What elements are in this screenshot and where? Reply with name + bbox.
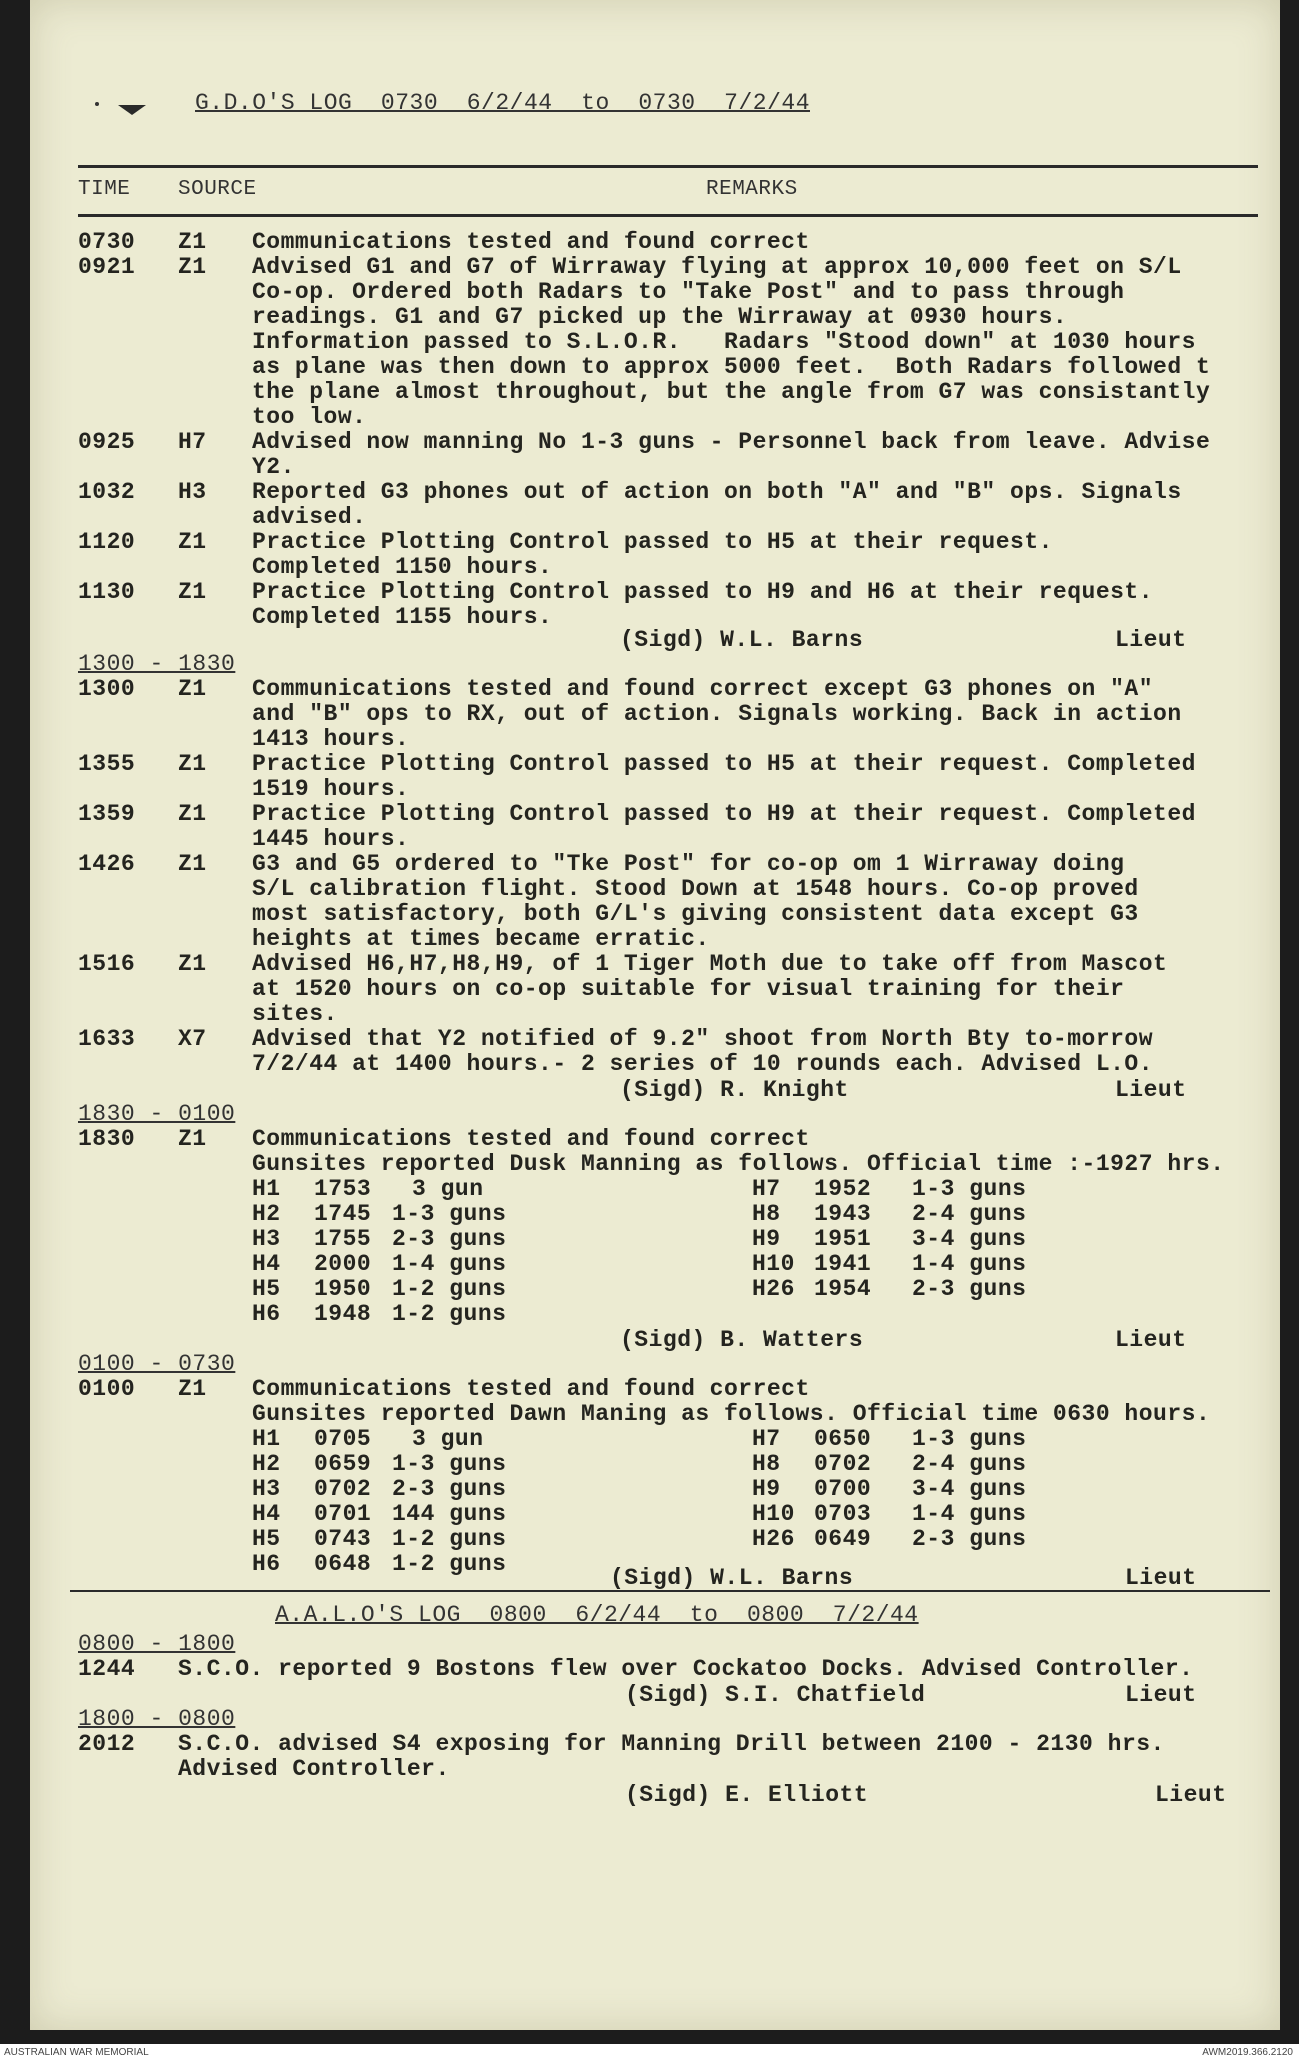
entry-source: Z1 [178, 951, 207, 977]
guns: 1-3 guns [912, 1426, 1027, 1452]
time: 1954 [814, 1276, 872, 1302]
time: 1753 [314, 1176, 372, 1202]
time: 0703 [814, 1501, 872, 1527]
entry-remarks: Advised now manning No 1-3 guns - Personnel back from leave. Advise Y2. [252, 429, 1211, 480]
guns: 3 gun [412, 1176, 484, 1202]
site: H26 [752, 1526, 795, 1552]
entry-time: 1300 [78, 676, 136, 702]
site: H8 [752, 1201, 781, 1227]
pen-mark [118, 105, 146, 115]
entry-remarks: Communications tested and found correct [252, 1126, 810, 1152]
entry-time: 1516 [78, 951, 136, 977]
guns: 2-3 guns [392, 1226, 507, 1252]
guns: 1-4 guns [912, 1251, 1027, 1277]
entry-remarks: Gunsites reported Dawn Maning as follows. Official time 0630 hours. [252, 1401, 1211, 1427]
entry-time: 1355 [78, 751, 136, 777]
site: H1 [252, 1426, 281, 1452]
entry-remarks: Communications tested and found correct [252, 1376, 810, 1402]
time: 1755 [314, 1226, 372, 1252]
time: 0702 [314, 1476, 372, 1502]
guns: 2-3 guns [912, 1526, 1027, 1552]
guns: 1-2 guns [392, 1301, 507, 1327]
guns: 1-3 guns [392, 1201, 507, 1227]
entry-remarks: Practice Plotting Control passed to H9 and H6 at their request. Completed 1155 hours. [252, 579, 1154, 630]
entry-time: 1032 [78, 479, 136, 505]
entry-source: Z1 [178, 579, 207, 605]
section-divider [70, 1590, 1270, 1592]
entry-time: 1359 [78, 801, 136, 827]
entry-time: 1830 [78, 1126, 136, 1152]
entry-source: H7 [178, 429, 207, 455]
time: 0648 [314, 1551, 372, 1577]
rank-a: Lieut [1115, 627, 1187, 653]
entry-time: 1633 [78, 1026, 136, 1052]
time: 0702 [814, 1451, 872, 1477]
entry-remarks: Practice Plotting Control passed to H5 at their request. Completed 1519 hours. [252, 751, 1196, 802]
signature-c: (Sigd) B. Watters [620, 1327, 864, 1353]
site: H9 [752, 1226, 781, 1252]
entry-source: Z1 [178, 529, 207, 555]
col-remarks: REMARKS [706, 178, 798, 201]
site: H1 [252, 1176, 281, 1202]
entry-remarks: Advised that Y2 notified of 9.2" shoot from North Bty to-morrow 7/2/44 at 1400 hours.- 2 series of 10 rounds each. Advised L.O. [252, 1026, 1154, 1077]
entry-remarks: Gunsites reported Dusk Manning as follows. Official time :-1927 hrs. [252, 1151, 1225, 1177]
rank-e: Lieut [1125, 1682, 1197, 1708]
guns: 3-4 guns [912, 1476, 1027, 1502]
site: H4 [252, 1251, 281, 1277]
time: 2000 [314, 1251, 372, 1277]
entry-remarks: Communications tested and found correct [252, 229, 810, 255]
time: 1952 [814, 1176, 872, 1202]
site: H10 [752, 1501, 795, 1527]
site: H4 [252, 1501, 281, 1527]
guns: 3 gun [412, 1426, 484, 1452]
site: H9 [752, 1476, 781, 1502]
archive-reference: AWM2019.366.2120 [1202, 2047, 1293, 2058]
time: 0659 [314, 1451, 372, 1477]
header-rule-bottom [78, 214, 1258, 217]
site: H2 [252, 1451, 281, 1477]
entry-remarks: S.C.O. reported 9 Bostons flew over Cockatoo Docks. Advised Controller. [178, 1656, 1194, 1682]
header-rule-top [78, 165, 1258, 168]
signature-e: (Sigd) S.I. Chatfield [625, 1682, 926, 1708]
guns: 1-2 guns [392, 1526, 507, 1552]
entry-remarks: Advised H6,H7,H8,H9, of 1 Tiger Moth due to take off from Mascot at 1520 hours on co-op suitable for visual training for their sites. [252, 951, 1168, 1027]
time: 0701 [314, 1501, 372, 1527]
rank-c: Lieut [1115, 1327, 1187, 1353]
entry-source: Z1 [178, 676, 207, 702]
site: H5 [252, 1526, 281, 1552]
signature-a: (Sigd) W.L. Barns [620, 627, 864, 653]
entry-source: Z1 [178, 751, 207, 777]
time: 1745 [314, 1201, 372, 1227]
site: H7 [752, 1426, 781, 1452]
signature-f: (Sigd) E. Elliott [625, 1782, 869, 1808]
guns: 2-4 guns [912, 1201, 1027, 1227]
guns: 1-4 guns [912, 1501, 1027, 1527]
entry-time: 0925 [78, 429, 136, 455]
aalo-log-title: A.A.L.O'S LOG 0800 6/2/44 to 0800 7/2/44 [275, 1602, 919, 1628]
entry-time: 2012 [78, 1731, 136, 1757]
entry-source: Z1 [178, 1376, 207, 1402]
signature-b: (Sigd) R. Knight [620, 1077, 849, 1103]
site: H3 [252, 1226, 281, 1252]
rank-d: Lieut [1125, 1565, 1197, 1591]
guns: 1-2 guns [392, 1276, 507, 1302]
section-heading: 1830 - 0100 [78, 1101, 236, 1127]
guns: 1-3 guns [912, 1176, 1027, 1202]
time: 1951 [814, 1226, 872, 1252]
rank-f: Lieut [1155, 1782, 1227, 1808]
entry-source: Z1 [178, 801, 207, 827]
log-sheet [30, 0, 1280, 2030]
rank-b: Lieut [1115, 1077, 1187, 1103]
section-heading: 0100 - 0730 [78, 1351, 236, 1377]
entry-source: Z1 [178, 254, 207, 280]
entry-time: 1130 [78, 579, 136, 605]
entry-source: Z1 [178, 851, 207, 877]
section-heading: 1300 - 1830 [78, 651, 236, 677]
site: H7 [752, 1176, 781, 1202]
time: 1941 [814, 1251, 872, 1277]
entry-source: X7 [178, 1026, 207, 1052]
entry-time: 1120 [78, 529, 136, 555]
archive-name: AUSTRALIAN WAR MEMORIAL [4, 2047, 149, 2058]
col-time: TIME [78, 178, 131, 201]
entry-remarks: Advised G1 and G7 of Wirraway flying at approx 10,000 feet on S/L Co-op. Ordered both Radars to "Take Post" and to pass through readings. G1 and G7 picked up the Wirraway at 0930 hours. Information passed to S.L.O.R. Radars "Stood down" at 1030 hours as plane was then down to approx 5000 feet. Both Radars followed t the plane almost throughout, but the angle from G7 was consistantly too low. [252, 254, 1211, 430]
site: H6 [252, 1301, 281, 1327]
time: 1948 [314, 1301, 372, 1327]
guns: 3-4 guns [912, 1226, 1027, 1252]
signature-d: (Sigd) W.L. Barns [610, 1565, 854, 1591]
entry-remarks: Reported G3 phones out of action on both "A" and "B" ops. Signals advised. [252, 479, 1182, 530]
guns: 1-4 guns [392, 1251, 507, 1277]
entry-source: H3 [178, 479, 207, 505]
entry-source: Z1 [178, 1126, 207, 1152]
entry-source: Z1 [178, 229, 207, 255]
site: H10 [752, 1251, 795, 1277]
guns: 144 guns [392, 1501, 507, 1527]
time: 0649 [814, 1526, 872, 1552]
time: 0700 [814, 1476, 872, 1502]
guns: 2-3 guns [912, 1276, 1027, 1302]
site: H26 [752, 1276, 795, 1302]
section-heading: 0800 - 1800 [78, 1631, 236, 1657]
col-source: SOURCE [178, 178, 257, 201]
section-heading: 1800 - 0800 [78, 1706, 236, 1732]
time: 0743 [314, 1526, 372, 1552]
time: 1943 [814, 1201, 872, 1227]
entry-remarks: Practice Plotting Control passed to H5 at their request. Completed 1150 hours. [252, 529, 1053, 580]
entry-time: 1426 [78, 851, 136, 877]
entry-time: 0730 [78, 229, 136, 255]
time: 1950 [314, 1276, 372, 1302]
guns: 1-2 guns [392, 1551, 507, 1577]
entry-time: 0921 [78, 254, 136, 280]
entry-remarks: Communications tested and found correct except G3 phones on "A" and "B" ops to RX, out of action. Signals working. Back in action 1413 hours. [252, 676, 1182, 752]
time: 0705 [314, 1426, 372, 1452]
entry-remarks: S.C.O. advised S4 exposing for Manning Drill between 2100 - 2130 hrs. Advised Controller. [178, 1731, 1165, 1782]
site: H3 [252, 1476, 281, 1502]
gdo-log-title: G.D.O'S LOG 0730 6/2/44 to 0730 7/2/44 [195, 90, 810, 116]
site: H2 [252, 1201, 281, 1227]
guns: 2-3 guns [392, 1476, 507, 1502]
entry-remarks: G3 and G5 ordered to "Tke Post" for co-op om 1 Wirraway doing S/L calibration flight. Stood Down at 1548 hours. Co-op proved most satisfactory, both G/L's giving consistent data except G3 heights at times became erratic. [252, 851, 1139, 952]
guns: 2-4 guns [912, 1451, 1027, 1477]
time: 0650 [814, 1426, 872, 1452]
entry-time: 1244 [78, 1656, 136, 1682]
guns: 1-3 guns [392, 1451, 507, 1477]
ink-dot [95, 102, 99, 106]
site: H8 [752, 1451, 781, 1477]
site: H6 [252, 1551, 281, 1577]
entry-time: 0100 [78, 1376, 136, 1402]
entry-remarks: Practice Plotting Control passed to H9 at their request. Completed 1445 hours. [252, 801, 1196, 852]
archive-footer [0, 2044, 1299, 2061]
site: H5 [252, 1276, 281, 1302]
